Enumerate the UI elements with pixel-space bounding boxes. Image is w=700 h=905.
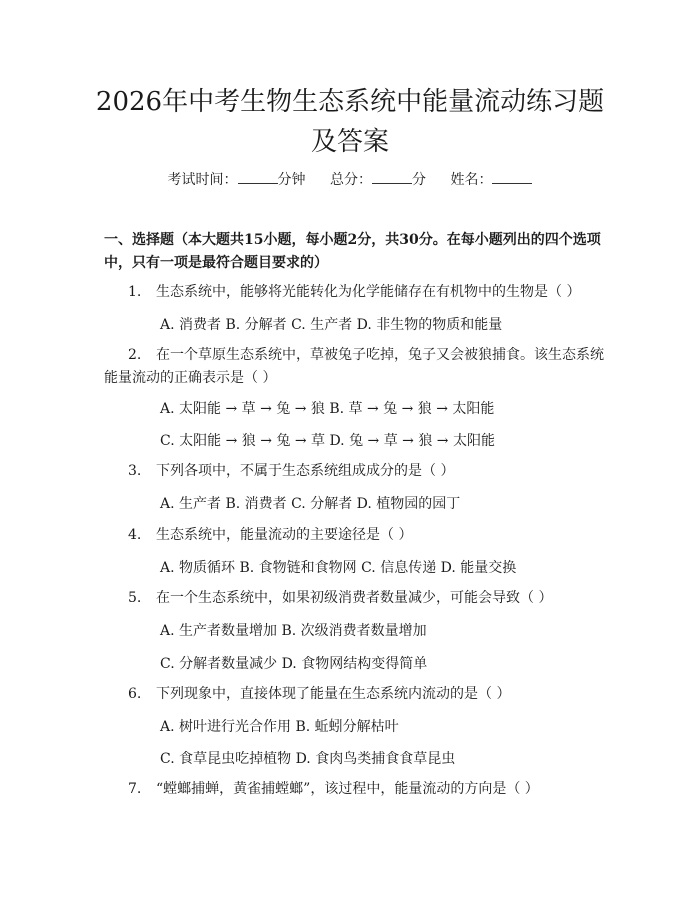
score-field: 总分： 分	[330, 172, 426, 188]
question-5-options-cd: C. 分解者数量减少 D. 食物网结构变得简单	[160, 656, 428, 672]
title-line-1: 2026年中考生物生态系统中能量流动练习题	[95, 87, 605, 117]
question-7: 7. “螳螂捕蝉，黄雀捕螳螂”，该过程中，能量流动的方向是（ ）	[128, 781, 539, 797]
question-4-options: A. 物质循环 B. 食物链和食物网 C. 信息传递 D. 能量交换	[160, 560, 517, 576]
section-heading: 一、选择题（本大题共15小题，每小题2分，共30分。在每小题列出的四个选项中，只有一项是最符合题目要求的）	[104, 232, 601, 271]
page-title	[0, 82, 700, 162]
exam-meta	[0, 169, 700, 189]
name-blank	[492, 171, 532, 184]
question-6: 6. 下列现象中，直接体现了能量在生态系统内流动的是（ ）	[128, 686, 511, 702]
question-5-options-ab: A. 生产者数量增加 B. 次级消费者数量增加	[160, 623, 427, 639]
question-3-options: A. 生产者 B. 消费者 C. 分解者 D. 植物园的园丁	[160, 496, 461, 512]
question-2: 2. 在一个草原生态系统中，草被兔子吃掉，兔子又会被狼捕食。该生态系统能量流动的正确表示是（ ）	[104, 347, 604, 386]
question-2-options-cd: C. 太阳能 → 狼 → 兔 → 草 D. 兔 → 草 → 狼 → 太阳能	[160, 433, 495, 449]
title-line-2: 及答案	[310, 127, 389, 157]
question-2-options-ab: A. 太阳能 → 草 → 兔 → 狼 B. 草 → 兔 → 狼 → 太阳能	[160, 401, 495, 417]
question-5: 5. 在一个生态系统中，如果初级消费者数量减少，可能会导致（ ）	[128, 590, 553, 606]
question-6-options-cd: C. 食草昆虫吃掉植物 D. 食肉鸟类捕食食草昆虫	[160, 751, 456, 767]
score-blank	[372, 171, 412, 184]
time-blank	[238, 171, 278, 184]
question-4: 4. 生态系统中，能量流动的主要途径是（ ）	[128, 527, 413, 543]
name-field: 姓名：	[450, 172, 532, 188]
time-field: 考试时间： 分钟	[167, 172, 306, 188]
question-1-options: A. 消费者 B. 分解者 C. 生产者 D. 非生物的物质和能量	[160, 317, 503, 333]
question-6-options-ab: A. 树叶进行光合作用 B. 蚯蚓分解枯叶	[160, 719, 399, 735]
question-3: 3. 下列各项中，不属于生态系统组成成分的是（ ）	[128, 463, 455, 479]
question-1: 1. 生态系统中，能够将光能转化为化学能储存在有机物中的生物是（ ）	[128, 284, 581, 300]
